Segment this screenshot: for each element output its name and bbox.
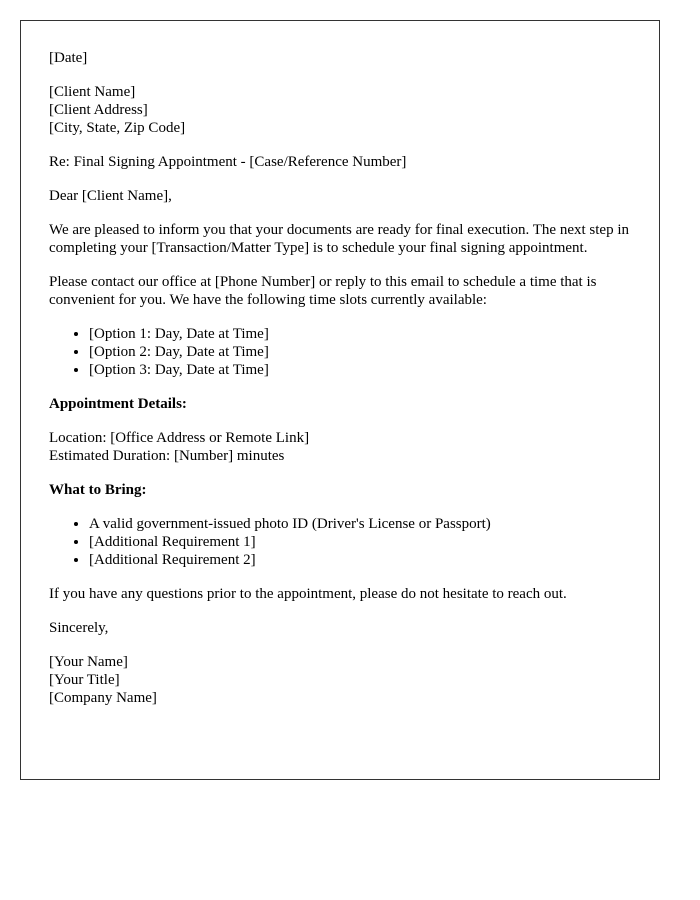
bring-item: • [Additional Requirement 2]	[89, 551, 631, 569]
time-slot-item: • [Option 1: Day, Date at Time]	[89, 325, 631, 343]
what-to-bring-heading: What to Bring:	[49, 482, 147, 498]
bring-list	[49, 515, 631, 569]
letter-page	[20, 20, 660, 780]
appointment-location: Location: [Office Address or Remote Link]	[49, 430, 310, 446]
signature-name: [Your Name]	[49, 654, 128, 670]
appointment-details-block	[49, 429, 631, 465]
time-slot-item: • [Option 3: Day, Date at Time]	[89, 361, 631, 379]
intro-paragraph: We are pleased to inform you that your documents are ready for final execution. The next step in completing your [Transaction/Matter Type] is to schedule your final signing appointment.	[49, 222, 629, 256]
appointment-duration: Estimated Duration: [Number] minutes	[49, 448, 285, 464]
appointment-details-heading: Appointment Details:	[49, 396, 187, 412]
bring-item: • [Additional Requirement 1]	[89, 533, 631, 551]
contact-paragraph: Please contact our office at [Phone Number] or reply to this email to schedule a time that is convenient for you. We have the following time slots currently available:	[49, 274, 597, 308]
signature-company: [Company Name]	[49, 690, 157, 706]
time-slot-list	[49, 325, 631, 379]
bring-item: • A valid government-issued photo ID (Driver's License or Passport)	[89, 515, 631, 533]
time-slot-item: • [Option 2: Day, Date at Time]	[89, 343, 631, 361]
letter-date: [Date]	[49, 50, 88, 66]
signature-title: [Your Title]	[49, 672, 120, 688]
recipient-address: [Client Address]	[49, 102, 148, 118]
recipient-name: [Client Name]	[49, 84, 136, 100]
signature-block	[49, 653, 631, 707]
recipient-city-line: [City, State, Zip Code]	[49, 120, 186, 136]
letter-signoff: Sincerely,	[49, 620, 109, 636]
recipient-block	[49, 83, 631, 137]
closing-paragraph: If you have any questions prior to the appointment, please do not hesitate to reach out.	[49, 586, 567, 602]
letter-subject: Re: Final Signing Appointment - [Case/Reference Number]	[49, 154, 407, 170]
letter-salutation: Dear [Client Name],	[49, 188, 172, 204]
